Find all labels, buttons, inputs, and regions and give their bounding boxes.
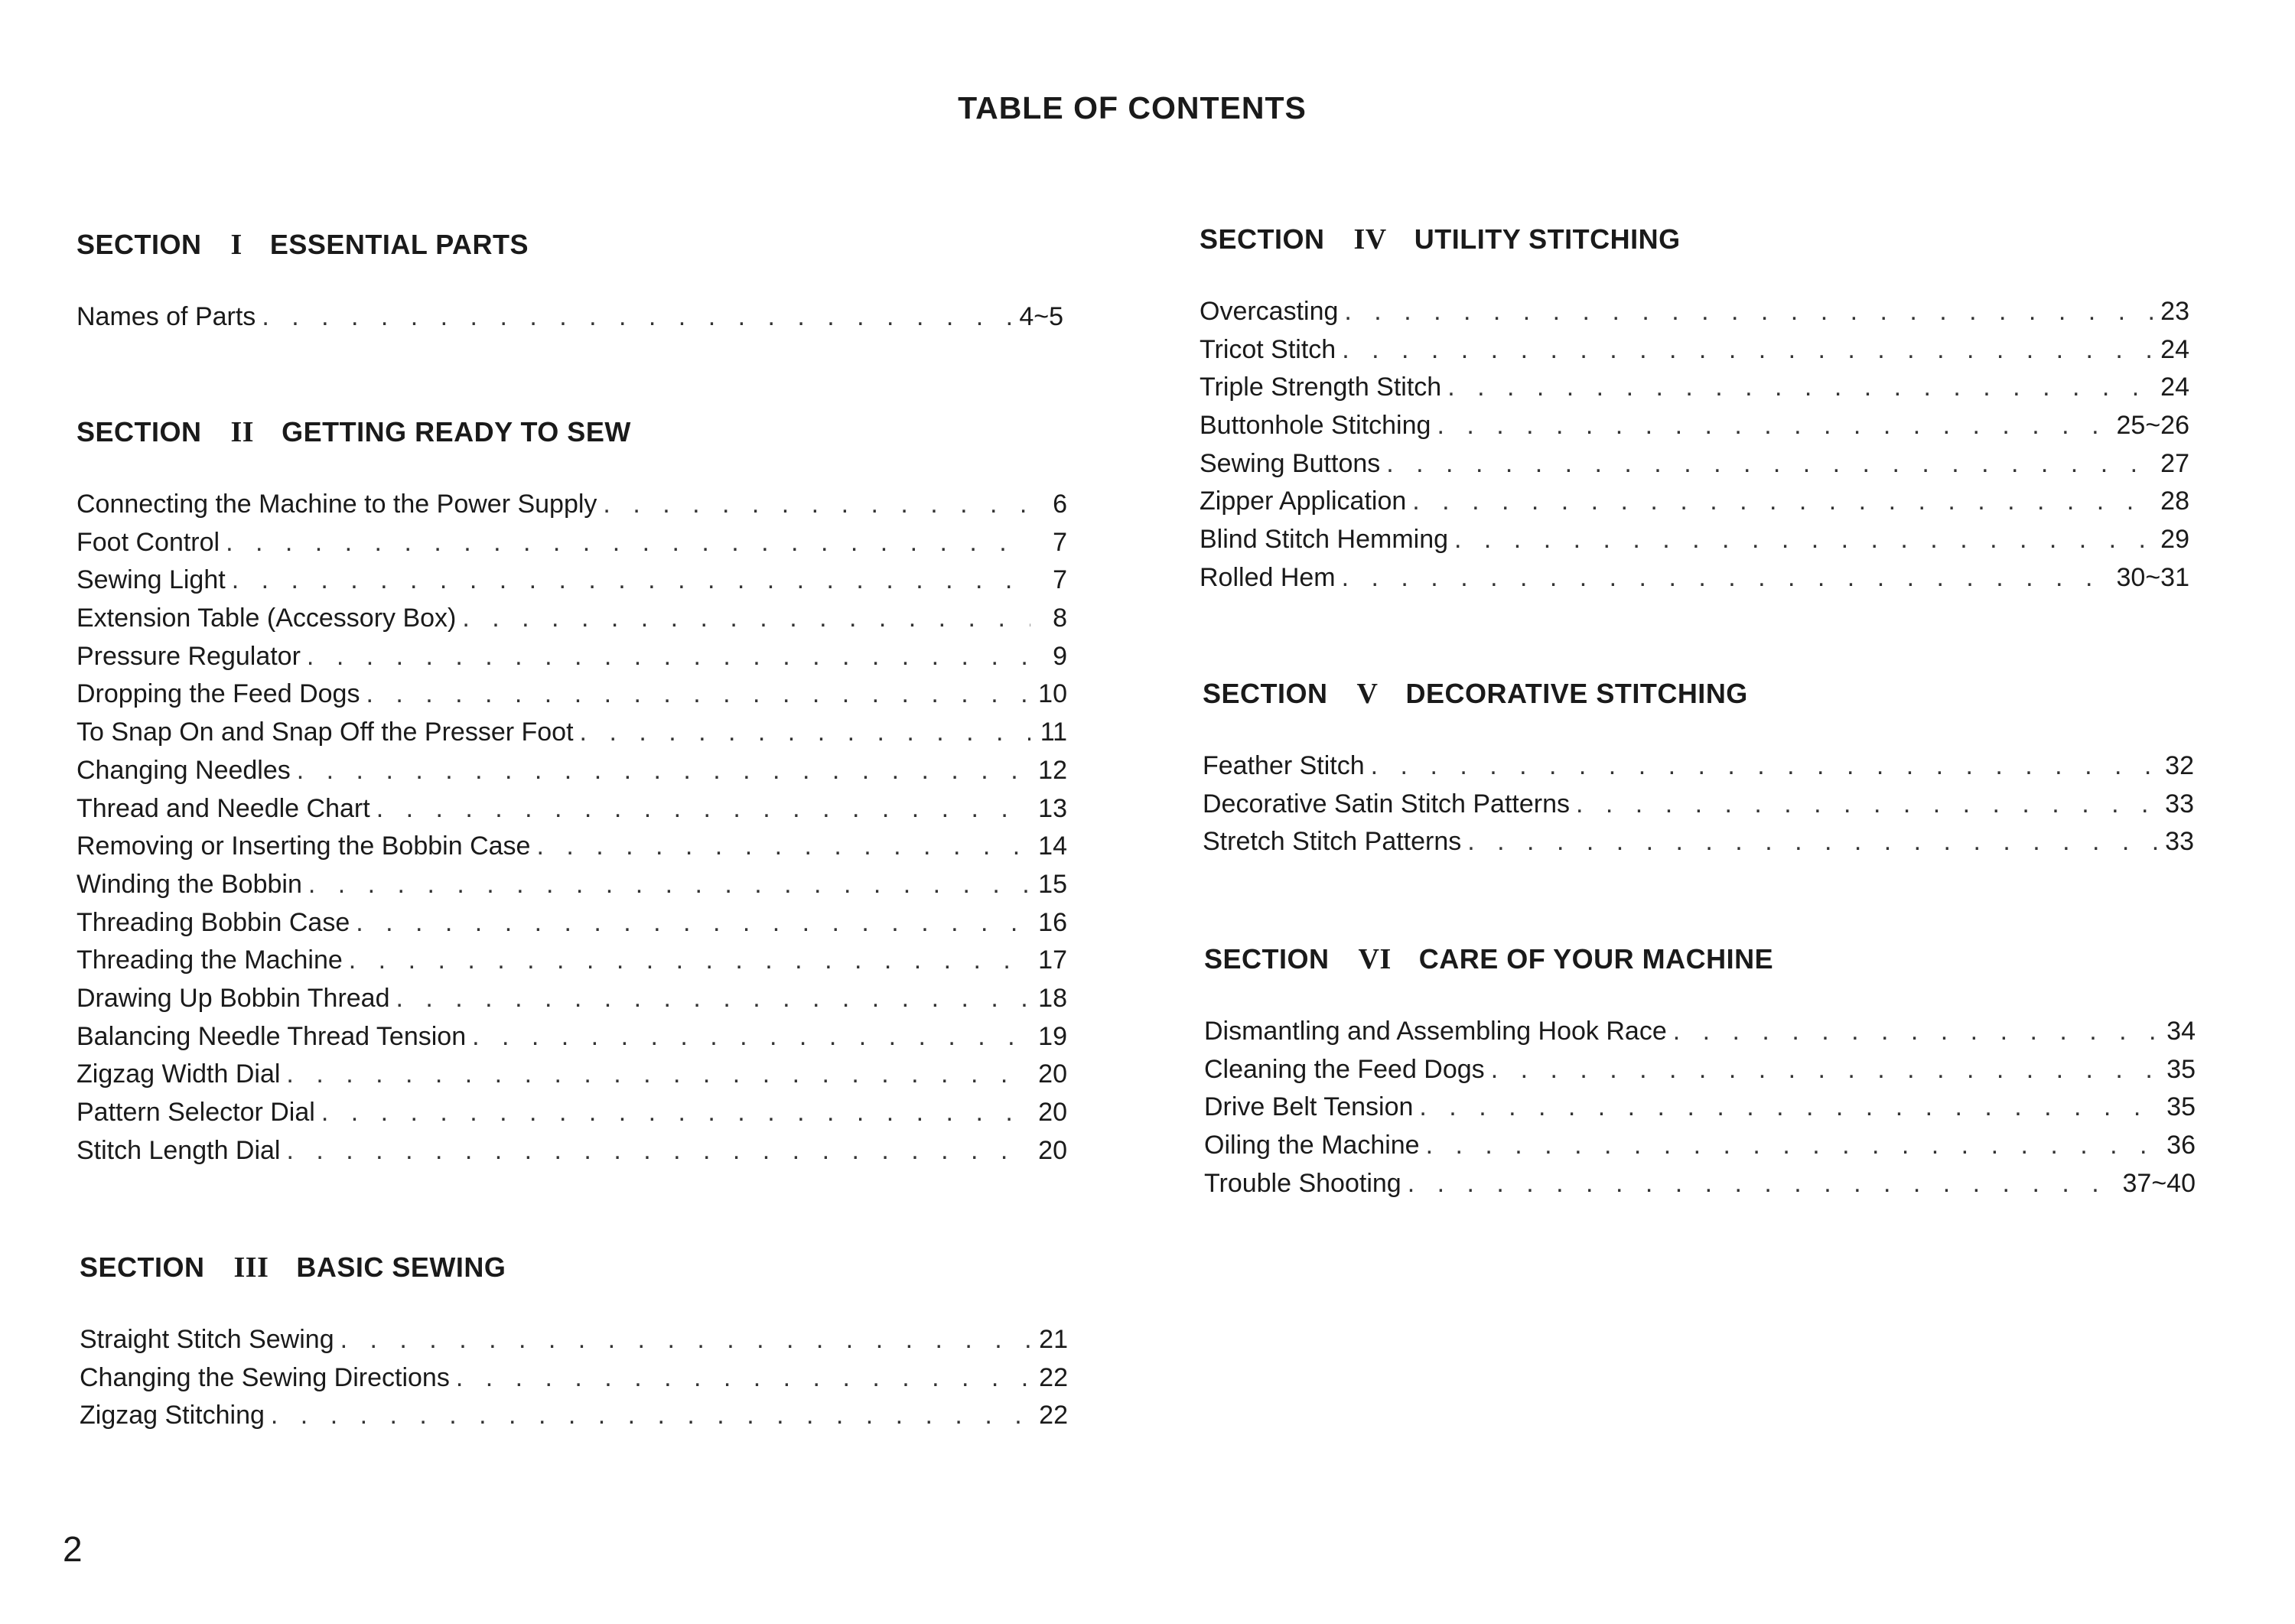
- entry-label: To Snap On and Snap Off the Presser Foot: [76, 718, 574, 747]
- entry-label: Drive Belt Tension: [1204, 1092, 1414, 1122]
- entry-page: 20: [1038, 1098, 1067, 1127]
- entry-page: 14: [1038, 832, 1067, 861]
- entry-label: Drawing Up Bobbin Thread: [76, 983, 390, 1013]
- toc-entry[interactable]: [76, 870, 1067, 908]
- dot-leader: [376, 794, 1030, 824]
- entry-label: Triple Strength Stitch: [1200, 373, 1442, 402]
- section-numeral: I: [230, 229, 243, 261]
- entry-page: 4~5: [1019, 302, 1063, 331]
- section-numeral: IV: [1353, 223, 1387, 255]
- entry-label: Pressure Regulator: [76, 641, 301, 671]
- entry-label: Dropping the Feed Dogs: [76, 679, 360, 709]
- entry-label: Dismantling and Assembling Hook Race: [1204, 1017, 1667, 1046]
- entry-label: Straight Stitch Sewing: [80, 1325, 334, 1354]
- toc-entry[interactable]: [76, 984, 1067, 1022]
- entry-page: 12: [1038, 755, 1067, 785]
- dot-leader: [262, 302, 1013, 332]
- dot-leader: [1467, 827, 2157, 857]
- entry-page: 6: [1053, 490, 1067, 519]
- dot-leader: [232, 565, 1030, 595]
- section-title: ESSENTIAL PARTS: [269, 229, 529, 260]
- dot-leader: [340, 1325, 1031, 1355]
- toc-entry[interactable]: [1204, 1131, 2196, 1169]
- dot-leader: [1386, 449, 2153, 479]
- entry-list: [80, 1325, 1068, 1439]
- entry-list: [1204, 1017, 2196, 1206]
- toc-entry[interactable]: [76, 832, 1067, 870]
- dot-leader: [1454, 525, 2153, 555]
- toc-entry[interactable]: [1204, 1092, 2196, 1131]
- toc-entry[interactable]: [1203, 751, 2194, 789]
- dot-leader: [1408, 1169, 2117, 1199]
- toc-entry[interactable]: [1200, 335, 2189, 373]
- toc-entry[interactable]: [76, 908, 1067, 946]
- dot-leader: [396, 984, 1031, 1014]
- entry-label: Trouble Shooting: [1204, 1168, 1401, 1198]
- toc-entry[interactable]: [1200, 449, 2189, 487]
- dot-leader: [349, 945, 1030, 975]
- toc-entry[interactable]: [1204, 1017, 2196, 1055]
- entry-label: Decorative Satin Stitch Patterns: [1203, 789, 1571, 819]
- section-word: SECTION: [1203, 678, 1328, 709]
- dot-leader: [297, 756, 1030, 786]
- entry-label: Cleaning the Feed Dogs: [1204, 1054, 1485, 1084]
- toc-entry[interactable]: [76, 302, 1063, 340]
- entry-label: Tricot Stitch: [1200, 334, 1336, 364]
- entry-page: 25~26: [2116, 411, 2189, 441]
- entry-page: 19: [1038, 1021, 1067, 1051]
- toc-entry[interactable]: [1200, 297, 2189, 335]
- entry-label: Blind Stitch Hemming: [1200, 525, 1449, 555]
- entry-label: Thread and Needle Chart: [76, 793, 370, 823]
- page-title: TABLE OF CONTENTS: [958, 90, 1307, 125]
- section-numeral: VI: [1358, 943, 1392, 975]
- dot-leader: [1342, 563, 2111, 593]
- toc-entry[interactable]: [80, 1325, 1068, 1363]
- entry-list: [1203, 751, 2194, 865]
- section-numeral: II: [230, 416, 255, 448]
- toc-entry[interactable]: [76, 945, 1067, 984]
- toc-entry[interactable]: [76, 1022, 1067, 1060]
- entry-page: 33: [2165, 789, 2194, 819]
- entry-label: Changing the Sewing Directions: [80, 1362, 450, 1392]
- entry-page: 18: [1038, 983, 1067, 1013]
- toc-entry[interactable]: [1203, 827, 2194, 865]
- entry-label: Rolled Hem: [1200, 562, 1336, 592]
- section-title: BASIC SEWING: [296, 1251, 506, 1283]
- toc-entry[interactable]: [76, 490, 1067, 528]
- entry-page: 29: [2160, 525, 2189, 555]
- dot-leader: [1371, 751, 2157, 781]
- entry-label: Stitch Length Dial: [76, 1135, 281, 1165]
- toc-entry[interactable]: [76, 642, 1067, 680]
- section-decorative-stitching: [1203, 675, 2194, 865]
- dot-leader: [1412, 487, 2153, 516]
- entry-label: Overcasting: [1200, 297, 1339, 326]
- dot-leader: [356, 908, 1030, 938]
- entry-page: 33: [2165, 827, 2194, 857]
- section-word: SECTION: [76, 416, 202, 447]
- entry-page: 10: [1038, 679, 1067, 709]
- dot-leader: [1426, 1131, 2159, 1160]
- dot-leader: [286, 1059, 1030, 1089]
- section-title: UTILITY STITCHING: [1414, 223, 1681, 255]
- entry-page: 32: [2165, 751, 2194, 780]
- section-title: GETTING READY TO SEW: [282, 416, 631, 447]
- toc-entry[interactable]: [80, 1401, 1068, 1439]
- entry-label: Sewing Buttons: [1200, 448, 1381, 478]
- section-word: SECTION: [1204, 943, 1330, 975]
- dot-leader: [366, 679, 1030, 709]
- section-title: CARE OF YOUR MACHINE: [1418, 943, 1774, 975]
- entry-page: 28: [2160, 487, 2189, 516]
- section-getting-ready-to-sew: [76, 413, 1067, 1173]
- entry-page: 7: [1053, 565, 1067, 595]
- toc-entry[interactable]: [1200, 487, 2189, 525]
- dot-leader: [226, 528, 1030, 558]
- dot-leader: [1419, 1092, 2159, 1122]
- dot-leader: [1673, 1017, 2159, 1046]
- entry-label: Extension Table (Accessory Box): [76, 604, 457, 633]
- toc-entry[interactable]: [1200, 563, 2189, 601]
- dot-leader: [321, 1098, 1030, 1128]
- dot-leader: [456, 1363, 1031, 1393]
- dot-leader: [307, 642, 1030, 672]
- section-heading: [1203, 675, 2194, 713]
- toc-entry[interactable]: [76, 756, 1067, 794]
- entry-label: Zipper Application: [1200, 487, 1407, 516]
- entry-label: Oiling the Machine: [1204, 1131, 1420, 1160]
- entry-page: 20: [1038, 1135, 1067, 1165]
- toc-entry[interactable]: [1204, 1169, 2196, 1207]
- dot-leader: [1447, 373, 2153, 402]
- section-heading: [80, 1248, 1068, 1287]
- section-word: SECTION: [80, 1251, 205, 1283]
- entry-label: Pattern Selector Dial: [76, 1098, 315, 1127]
- toc-entry[interactable]: [1200, 525, 2189, 563]
- section-basic-sewing: [80, 1248, 1068, 1439]
- toc-entry[interactable]: [76, 1059, 1067, 1098]
- entry-page: 15: [1038, 869, 1067, 899]
- section-word: SECTION: [76, 229, 202, 260]
- toc-entry[interactable]: [80, 1363, 1068, 1401]
- toc-entry[interactable]: [76, 528, 1067, 566]
- entry-label: Buttonhole Stitching: [1200, 411, 1431, 441]
- section-heading: [76, 413, 1067, 451]
- entry-page: 35: [2166, 1054, 2196, 1084]
- toc-entry[interactable]: [76, 794, 1067, 832]
- entry-page: 22: [1039, 1362, 1068, 1392]
- toc-entry[interactable]: [1200, 411, 2189, 449]
- entry-label: Changing Needles: [76, 755, 291, 785]
- section-essential-parts: [76, 226, 1063, 340]
- entry-page: 16: [1038, 907, 1067, 937]
- page-number: 2: [63, 1529, 83, 1569]
- entry-label: Names of Parts: [76, 302, 256, 331]
- entry-page: 24: [2160, 373, 2189, 402]
- entry-label: Removing or Inserting the Bobbin Case: [76, 832, 531, 861]
- section-word: SECTION: [1200, 223, 1325, 255]
- dot-leader: [603, 490, 1030, 519]
- entry-page: 7: [1053, 527, 1067, 557]
- section-care-of-your-machine: [1204, 940, 2196, 1206]
- toc-entry[interactable]: [76, 679, 1067, 718]
- dot-leader: [462, 604, 1030, 633]
- entry-page: 36: [2166, 1131, 2196, 1160]
- toc-entry[interactable]: [1204, 1055, 2196, 1093]
- entry-page: 21: [1039, 1325, 1068, 1354]
- entry-page: 8: [1053, 604, 1067, 633]
- entry-page: 34: [2166, 1017, 2196, 1046]
- entry-page: 11: [1040, 718, 1067, 747]
- dot-leader: [308, 870, 1030, 900]
- section-title: DECORATIVE STITCHING: [1405, 678, 1748, 709]
- entry-page: 24: [2160, 334, 2189, 364]
- section-heading: [1204, 940, 2196, 978]
- entry-page: 20: [1038, 1059, 1067, 1089]
- dot-leader: [580, 718, 1030, 747]
- entry-label: Foot Control: [76, 527, 220, 557]
- toc-entry[interactable]: [76, 604, 1067, 642]
- entry-label: Threading the Machine: [76, 945, 343, 975]
- dot-leader: [1342, 335, 2153, 365]
- dot-leader: [472, 1022, 1030, 1052]
- entry-page: 13: [1038, 793, 1067, 823]
- entry-page: 37~40: [2122, 1168, 2196, 1198]
- entry-page: 17: [1038, 945, 1067, 975]
- toc-entry[interactable]: [1200, 373, 2189, 411]
- dot-leader: [1437, 411, 2110, 441]
- entry-label: Balancing Needle Thread Tension: [76, 1021, 467, 1051]
- toc-entry[interactable]: [76, 565, 1067, 604]
- entry-label: Threading Bobbin Case: [76, 907, 350, 937]
- entry-list: [76, 490, 1067, 1173]
- section-heading: [76, 226, 1063, 264]
- entry-label: Winding the Bobbin: [76, 869, 302, 899]
- toc-entry[interactable]: [76, 718, 1067, 756]
- entry-page: 30~31: [2116, 562, 2189, 592]
- toc-entry[interactable]: [76, 1136, 1067, 1174]
- dot-leader: [287, 1136, 1031, 1166]
- entry-label: Feather Stitch: [1203, 751, 1365, 780]
- entry-label: Stretch Stitch Patterns: [1203, 827, 1462, 857]
- dot-leader: [1576, 789, 2157, 819]
- entry-page: 27: [2160, 448, 2189, 478]
- entry-label: Zigzag Width Dial: [76, 1059, 281, 1089]
- dot-leader: [1344, 297, 2153, 327]
- dot-leader: [536, 832, 1030, 861]
- entry-page: 35: [2166, 1092, 2196, 1122]
- section-numeral: V: [1356, 678, 1379, 710]
- toc-entry[interactable]: [76, 1098, 1067, 1136]
- entry-page: 23: [2160, 297, 2189, 326]
- entry-list: [76, 302, 1063, 340]
- section-utility-stitching: [1200, 220, 2189, 601]
- section-numeral: III: [233, 1251, 269, 1284]
- entry-label: Sewing Light: [76, 565, 226, 595]
- dot-leader: [271, 1401, 1031, 1430]
- section-heading: [1200, 220, 2189, 259]
- entry-page: 22: [1039, 1401, 1068, 1430]
- entry-list: [1200, 297, 2189, 601]
- entry-label: Connecting the Machine to the Power Supply: [76, 490, 597, 519]
- entry-label: Zigzag Stitching: [80, 1401, 265, 1430]
- toc-entry[interactable]: [1203, 789, 2194, 828]
- dot-leader: [1491, 1055, 2159, 1085]
- entry-page: 9: [1053, 641, 1067, 671]
